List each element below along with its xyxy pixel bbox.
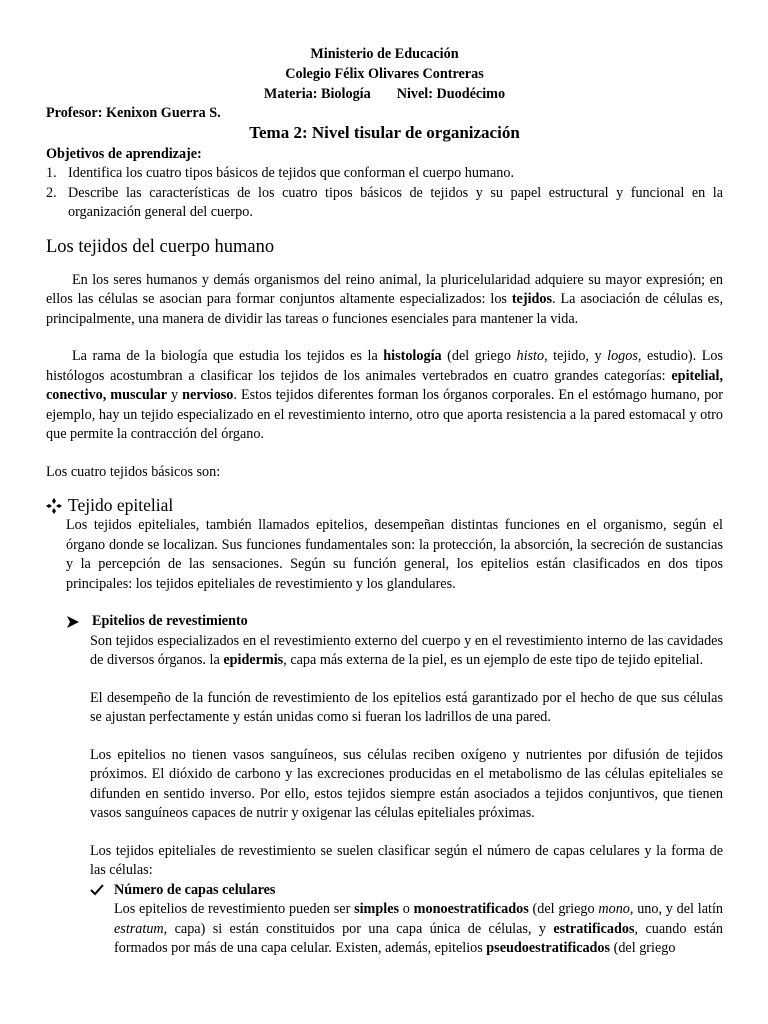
bold-term: nervioso (182, 387, 234, 403)
header-school: Colegio Félix Olivares Contreras (285, 66, 484, 82)
text-run: , capa) si están constituidos por una capa única de células, y (163, 920, 554, 937)
text-run: (del griego (441, 348, 517, 364)
list-item (46, 184, 723, 223)
text-run: En los seres humanos y demás organismos del reino animal, la pluricelularidad adquiere su mayor expresión; en ellos las células se asocian para formar conjuntos altamente especializados: los (46, 271, 723, 307)
paragraph (114, 900, 723, 959)
header-ministry: Ministerio de Educación (310, 46, 459, 62)
objectives-title: Objetivos de aprendizaje: (46, 145, 202, 162)
header-subject: Materia: Biología (263, 86, 371, 102)
italic-term: mono (598, 901, 630, 917)
text-run: o (399, 901, 414, 917)
italic-term: histo (516, 348, 545, 364)
bold-term: estratificados (553, 920, 635, 937)
text-run: . La asociación de células es, principalmente, una manera de dividir las tareas o funciones esenciales para mantener la vida. (46, 291, 723, 327)
list-number: 1. (46, 165, 57, 181)
text-run: Son tejidos especializados en el revestimiento externo del cuerpo y en el revestimiento interno de las cavidades de diversos órganos. la (90, 632, 723, 668)
header-level: Nivel: Duodécimo (396, 86, 506, 102)
bold-term: epidermis (223, 652, 284, 668)
objective-text: Describe las características de los cuatro tipos básicos de tejidos y su papel estructural y funcional en la organización general del cuerpo. (68, 184, 723, 220)
text-run: , capa más externa de la piel, es un ejemplo de este tipo de tejido epitelial. (283, 652, 704, 668)
text-run: La rama de la biología que estudia los tejidos es la (72, 348, 384, 364)
checkmark-bullet-icon (90, 883, 104, 897)
arrow-bullet-icon (66, 615, 80, 629)
criterion-heading (90, 881, 723, 901)
text-run: y (167, 387, 183, 403)
text-run: (del griego (528, 901, 599, 917)
paragraph (46, 347, 723, 445)
bold-term: histología (383, 348, 442, 364)
text-run: , estudio). Los histólogos acostumbran a clasificar los tejidos de los animales vertebrados en cuatro grandes categorías: (46, 348, 723, 384)
paragraph: Los cuatro tejidos básicos son: (46, 463, 221, 480)
paragraph: Los epitelios no tienen vasos sanguíneos, sus células reciben oxígeno y nutrientes por difusión de tejidos próximos. El dióxido de carbono y las excreciones producidas en el metabolismo de las células epiteliales se difunden en sentido inverso. Por ello, estos tejidos siempre están asociados a tejidos conjuntivos, que tienen vasos sanguíneos capaces de nutrir y oxigenar las células epiteliales próximas. (90, 746, 723, 821)
paragraph: Los tejidos epiteliales de revestimiento se suelen clasificar según el número de capas celulares y la forma de las células: (90, 842, 723, 878)
criterion-title: Número de capas celulares (114, 881, 276, 898)
italic-term: logos (607, 348, 638, 364)
bold-term: tejidos (511, 291, 553, 307)
list-number: 2. (46, 184, 57, 201)
paragraph: El desempeño de la función de revestimiento de los epitelios está garantizado por el hecho de que sus células se ajustan perfectamente y están unidas como si fueran los ladrillos de una pared. (90, 689, 723, 725)
bold-term: simples (354, 901, 400, 917)
paragraph (90, 632, 723, 671)
sub-subsection-title: Epitelios de revestimiento (92, 613, 248, 629)
text-run: Los epitelios de revestimiento pueden ser (114, 901, 355, 917)
text-run: . Estos tejidos diferentes forman los órganos corporales. En el estómago humano, por ejemplo, hay un tejido especializado en el revestimiento interno, otro que aporta resistencia a la pared estomacal y otro que permite la contracción del órgano. (46, 387, 723, 442)
four-diamond-bullet-icon (46, 497, 62, 513)
topic-title: Tema 2: Nivel tisular de organización (249, 122, 520, 142)
bold-term: monoestratificados (413, 901, 529, 917)
teacher-name: Profesor: Kenixon Guerra S. (46, 105, 221, 121)
paragraph: Los tejidos epiteliales, también llamados epitelios, desempeñan distintas funciones en el organismo, según el órgano donde se localizan. Sus funciones fundamentales son: la protección, la absorción, la secreción de sustancias y la percepción de las sensaciones. Según su función general, los epitelios están clasificados en dos tipos principales: los tejidos epiteliales de revestimiento y los glandulares. (66, 517, 723, 592)
paragraph (46, 271, 723, 330)
document-page (46, 44, 723, 959)
section-heading: Los tejidos del cuerpo humano (46, 236, 275, 257)
text-run: , cuando están formados por más de una capa celular. Existen, además, epitelios (114, 920, 723, 956)
header-subject-level (46, 84, 723, 104)
bold-term: epitelial, conectivo, muscular (46, 367, 723, 403)
list-item (46, 164, 723, 184)
subsection-heading (46, 494, 723, 516)
text-run: , tejido, y (544, 348, 608, 364)
objectives-list (46, 164, 723, 223)
bold-term: pseudoestratificados (486, 940, 611, 956)
sub-subsection-heading (66, 612, 723, 632)
text-run: (del griego (610, 940, 676, 956)
subsection-title: Tejido epitelial (68, 495, 174, 515)
text-run: , uno, y del latín (629, 901, 723, 917)
objective-text: Identifica los cuatro tipos básicos de tejidos que conforman el cuerpo humano. (68, 165, 514, 181)
italic-term: estratum (114, 920, 164, 937)
